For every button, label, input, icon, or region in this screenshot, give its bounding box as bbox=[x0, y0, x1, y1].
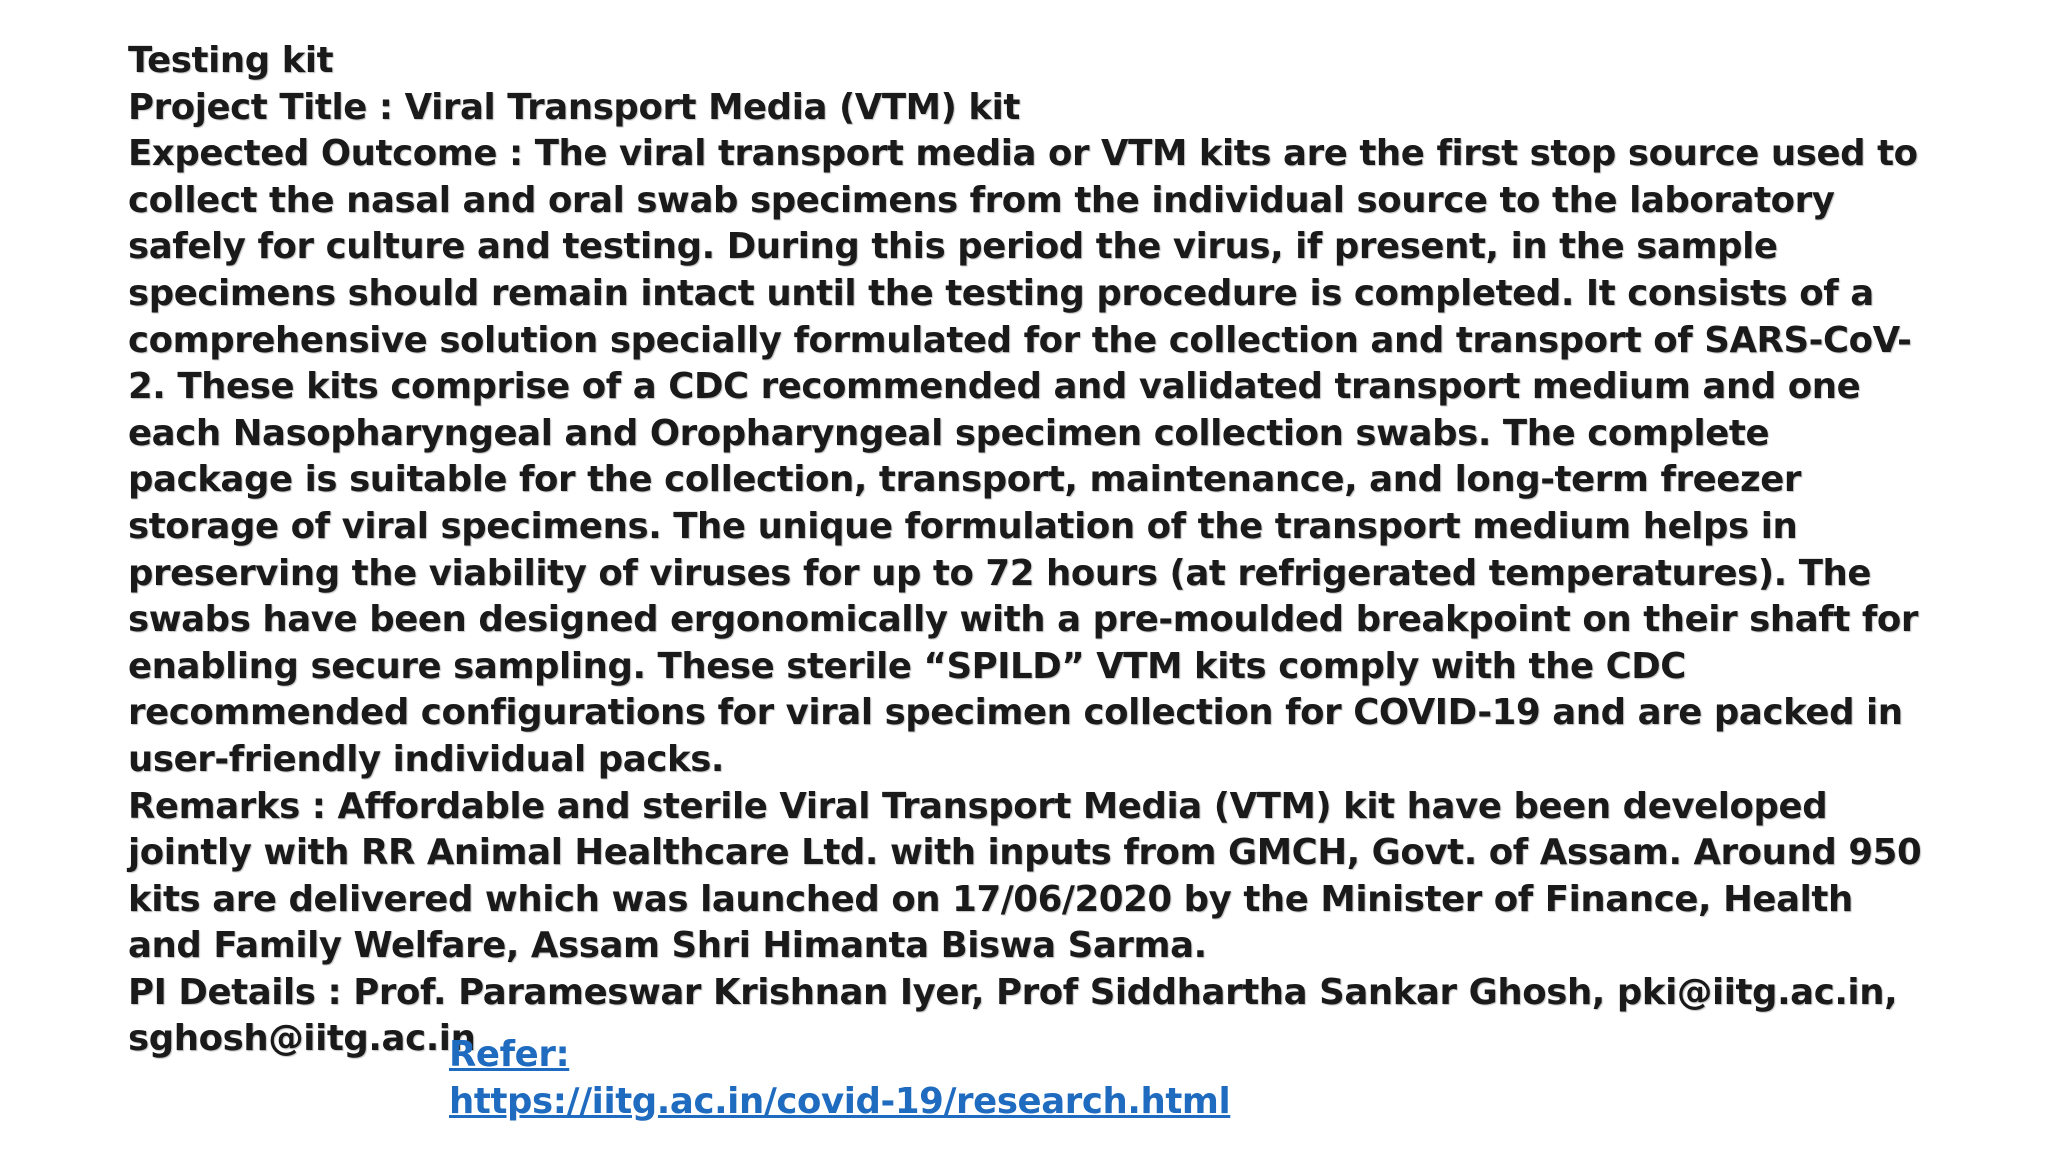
refer-url-link[interactable]: https://iitg.ac.in/covid-19/research.html bbox=[449, 1080, 1231, 1122]
project-title: Project Title : Viral Transport Media (VTM) kit bbox=[128, 86, 1020, 128]
expected-outcome: Expected Outcome : The viral transport media or VTM kits are the first stop source used to collect the nasal and oral swab specimens from the individual source to the laboratory safely for culture and testing. During this period the virus, if present, in the sample specimens should remain intact until the testing procedure is completed. It consists of a comprehensive solution specially formulated for the collection and transport of SARS-CoV-2. These kits comprise of a CDC recommended and validated transport medium and one each Nasopharyngeal and Oropharyngeal specimen collection swabs. The complete package is suitable for the collection, transport, maintenance, and long-term freezer storage of viral specimens. The unique formulation of the transport medium helps in preserving the viability of viruses for up to 72 hours (at refrigerated temperatures). The swabs have been designed ergonomically with a pre-moulded breakpoint on their shaft for enabling secure sampling. These sterile “SPILD” VTM kits comply with the CDC recommended configurations for viral specimen collection for COVID-19 and are packed in user-friendly individual packs. bbox=[128, 133, 1919, 780]
pi-details: PI Details : Prof. Parameswar Krishnan Iyer, Prof Siddhartha Sankar Ghosh, pki@iitg.ac.in, sghosh@iitg.ac.in bbox=[128, 971, 1898, 1060]
refer-block bbox=[449, 1032, 1230, 1125]
section-title: Testing kit bbox=[128, 40, 334, 81]
remarks: Remarks : Affordable and sterile Viral Transport Media (VTM) kit have been developed jointly with RR Animal Healthcare Ltd. with inputs from GMCH, Govt. of Assam. Around 950 kits are delivered which was launched on 17/06/2020 by the Minister of Finance, Health and Family Welfare, Assam Shri Himanta Biswa Sarma. bbox=[128, 785, 1922, 967]
refer-label-link[interactable]: Refer: bbox=[449, 1034, 570, 1075]
content-block bbox=[128, 38, 1928, 1063]
